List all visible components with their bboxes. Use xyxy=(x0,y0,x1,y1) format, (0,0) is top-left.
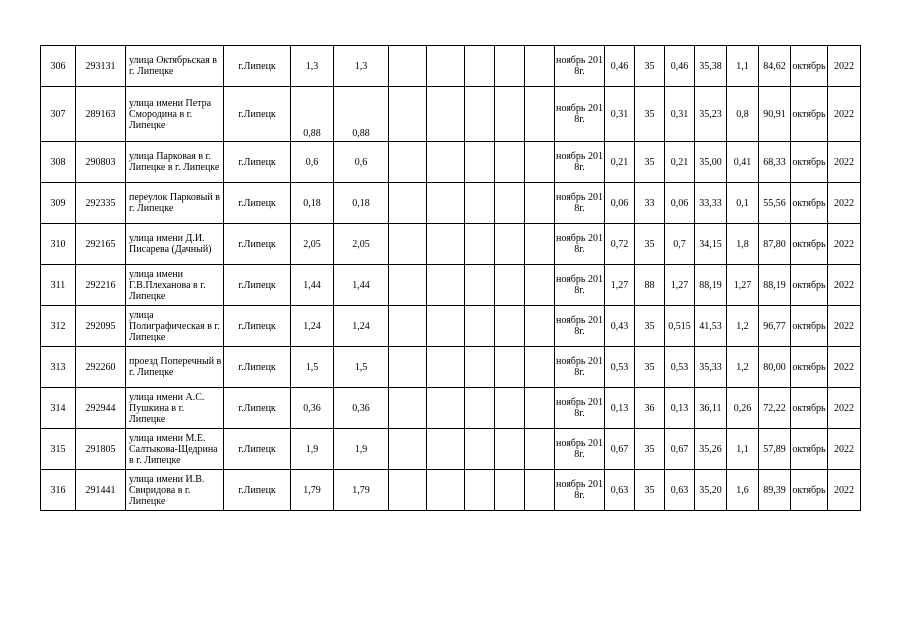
cell-len2: 1,44 xyxy=(334,265,389,306)
table-row xyxy=(41,347,861,388)
cell-year: 2022 xyxy=(828,46,861,87)
cell-city: г.Липецк xyxy=(224,347,291,388)
cell-f: 55,56 xyxy=(759,183,791,224)
cell-n: 315 xyxy=(41,429,76,470)
cell-street: улица Октябрьская в г. Липецке xyxy=(126,46,224,87)
cell-n: 311 xyxy=(41,265,76,306)
empty-cell xyxy=(389,46,427,87)
empty-cell xyxy=(495,347,525,388)
cell-year: 2022 xyxy=(828,224,861,265)
cell-year: 2022 xyxy=(828,306,861,347)
cell-b: 35 xyxy=(635,224,665,265)
empty-cell xyxy=(525,470,555,511)
empty-cell xyxy=(495,224,525,265)
cell-id: 289163 xyxy=(76,87,126,142)
cell-len2: 0,88 xyxy=(334,87,389,142)
cell-n: 309 xyxy=(41,183,76,224)
cell-a: 0,43 xyxy=(605,306,635,347)
cell-len2: 1,24 xyxy=(334,306,389,347)
cell-city: г.Липецк xyxy=(224,306,291,347)
cell-b: 35 xyxy=(635,470,665,511)
cell-f: 89,39 xyxy=(759,470,791,511)
cell-month: ноябрь 2018г. xyxy=(555,347,605,388)
cell-a: 0,31 xyxy=(605,87,635,142)
cell-year: 2022 xyxy=(828,429,861,470)
cell-street: переулок Парковый в г. Липецке xyxy=(126,183,224,224)
cell-len2: 1,3 xyxy=(334,46,389,87)
cell-d: 35,23 xyxy=(695,87,727,142)
cell-len2: 0,36 xyxy=(334,388,389,429)
cell-a: 0,06 xyxy=(605,183,635,224)
empty-cell xyxy=(427,183,465,224)
cell-f: 57,89 xyxy=(759,429,791,470)
cell-id: 290803 xyxy=(76,142,126,183)
cell-d: 35,26 xyxy=(695,429,727,470)
cell-len1: 0,18 xyxy=(291,183,334,224)
cell-city: г.Липецк xyxy=(224,388,291,429)
cell-end-month: октябрь xyxy=(791,87,828,142)
cell-city: г.Липецк xyxy=(224,142,291,183)
empty-cell xyxy=(389,306,427,347)
cell-city: г.Липецк xyxy=(224,224,291,265)
cell-year: 2022 xyxy=(828,470,861,511)
cell-city: г.Липецк xyxy=(224,265,291,306)
table-row xyxy=(41,306,861,347)
cell-b: 35 xyxy=(635,87,665,142)
cell-c: 1,27 xyxy=(665,265,695,306)
empty-cell xyxy=(525,142,555,183)
table-row xyxy=(41,142,861,183)
cell-len2: 1,79 xyxy=(334,470,389,511)
cell-a: 1,27 xyxy=(605,265,635,306)
table-row xyxy=(41,183,861,224)
cell-len1: 0,6 xyxy=(291,142,334,183)
cell-b: 35 xyxy=(635,142,665,183)
cell-n: 310 xyxy=(41,224,76,265)
cell-year: 2022 xyxy=(828,142,861,183)
cell-len1: 1,5 xyxy=(291,347,334,388)
cell-end-month: октябрь xyxy=(791,347,828,388)
empty-cell xyxy=(427,87,465,142)
cell-len1: 0,36 xyxy=(291,388,334,429)
empty-cell xyxy=(427,306,465,347)
empty-cell xyxy=(465,46,495,87)
cell-len1: 1,44 xyxy=(291,265,334,306)
empty-cell xyxy=(525,46,555,87)
empty-cell xyxy=(465,183,495,224)
cell-f: 96,77 xyxy=(759,306,791,347)
cell-d: 35,00 xyxy=(695,142,727,183)
empty-cell xyxy=(495,306,525,347)
cell-e: 1,1 xyxy=(727,46,759,87)
cell-e: 1,1 xyxy=(727,429,759,470)
cell-street: проезд Поперечный в г. Липецке xyxy=(126,347,224,388)
cell-city: г.Липецк xyxy=(224,46,291,87)
cell-c: 0,21 xyxy=(665,142,695,183)
cell-f: 68,33 xyxy=(759,142,791,183)
cell-b: 33 xyxy=(635,183,665,224)
empty-cell xyxy=(525,265,555,306)
cell-end-month: октябрь xyxy=(791,470,828,511)
empty-cell xyxy=(389,265,427,306)
cell-c: 0,06 xyxy=(665,183,695,224)
cell-n: 308 xyxy=(41,142,76,183)
empty-cell xyxy=(465,87,495,142)
cell-end-month: октябрь xyxy=(791,142,828,183)
cell-end-month: октябрь xyxy=(791,429,828,470)
cell-e: 0,8 xyxy=(727,87,759,142)
empty-cell xyxy=(465,306,495,347)
cell-d: 33,33 xyxy=(695,183,727,224)
cell-c: 0,13 xyxy=(665,388,695,429)
empty-cell xyxy=(525,347,555,388)
cell-n: 312 xyxy=(41,306,76,347)
cell-month: ноябрь 2018г. xyxy=(555,306,605,347)
cell-street: улица имени И.В. Свиридова в г. Липецке xyxy=(126,470,224,511)
empty-cell xyxy=(465,429,495,470)
empty-cell xyxy=(495,429,525,470)
cell-city: г.Липецк xyxy=(224,470,291,511)
empty-cell xyxy=(427,470,465,511)
cell-len1: 1,79 xyxy=(291,470,334,511)
cell-month: ноябрь 2018г. xyxy=(555,224,605,265)
empty-cell xyxy=(525,183,555,224)
cell-n: 306 xyxy=(41,46,76,87)
cell-len2: 1,9 xyxy=(334,429,389,470)
cell-month: ноябрь 2018г. xyxy=(555,265,605,306)
cell-f: 80,00 xyxy=(759,347,791,388)
cell-city: г.Липецк xyxy=(224,429,291,470)
cell-e: 0,1 xyxy=(727,183,759,224)
cell-month: ноябрь 2018г. xyxy=(555,429,605,470)
cell-end-month: октябрь xyxy=(791,224,828,265)
cell-b: 35 xyxy=(635,429,665,470)
cell-id: 292095 xyxy=(76,306,126,347)
cell-street: улица Парковая в г. Липецке в г. Липецке xyxy=(126,142,224,183)
empty-cell xyxy=(495,470,525,511)
cell-e: 0,26 xyxy=(727,388,759,429)
cell-end-month: октябрь xyxy=(791,265,828,306)
cell-year: 2022 xyxy=(828,87,861,142)
cell-id: 292216 xyxy=(76,265,126,306)
empty-cell xyxy=(389,347,427,388)
empty-cell xyxy=(465,142,495,183)
cell-d: 35,20 xyxy=(695,470,727,511)
cell-len1: 1,3 xyxy=(291,46,334,87)
cell-a: 0,53 xyxy=(605,347,635,388)
empty-cell xyxy=(465,224,495,265)
cell-n: 307 xyxy=(41,87,76,142)
cell-year: 2022 xyxy=(828,347,861,388)
cell-e: 1,27 xyxy=(727,265,759,306)
cell-b: 35 xyxy=(635,306,665,347)
empty-cell xyxy=(389,183,427,224)
cell-len2: 0,18 xyxy=(334,183,389,224)
cell-f: 90,91 xyxy=(759,87,791,142)
empty-cell xyxy=(495,46,525,87)
cell-len2: 1,5 xyxy=(334,347,389,388)
empty-cell xyxy=(495,87,525,142)
empty-cell xyxy=(525,87,555,142)
cell-f: 72,22 xyxy=(759,388,791,429)
cell-n: 314 xyxy=(41,388,76,429)
cell-len1: 2,05 xyxy=(291,224,334,265)
empty-cell xyxy=(427,265,465,306)
empty-cell xyxy=(465,470,495,511)
cell-end-month: октябрь xyxy=(791,183,828,224)
cell-street: улица имени Д.И. Писарева (Дачный) xyxy=(126,224,224,265)
cell-year: 2022 xyxy=(828,265,861,306)
cell-a: 0,67 xyxy=(605,429,635,470)
cell-end-month: октябрь xyxy=(791,388,828,429)
empty-cell xyxy=(525,224,555,265)
table-row xyxy=(41,224,861,265)
empty-cell xyxy=(427,142,465,183)
cell-end-month: октябрь xyxy=(791,46,828,87)
table-row xyxy=(41,87,861,142)
empty-cell xyxy=(389,429,427,470)
empty-cell xyxy=(465,347,495,388)
cell-n: 316 xyxy=(41,470,76,511)
empty-cell xyxy=(465,388,495,429)
cell-end-month: октябрь xyxy=(791,306,828,347)
empty-cell xyxy=(495,183,525,224)
cell-id: 292335 xyxy=(76,183,126,224)
cell-month: ноябрь 2018г. xyxy=(555,388,605,429)
cell-len1: 1,9 xyxy=(291,429,334,470)
empty-cell xyxy=(465,265,495,306)
cell-e: 1,8 xyxy=(727,224,759,265)
cell-len2: 0,6 xyxy=(334,142,389,183)
empty-cell xyxy=(389,470,427,511)
empty-cell xyxy=(427,347,465,388)
empty-cell xyxy=(427,429,465,470)
cell-b: 35 xyxy=(635,46,665,87)
cell-c: 0,31 xyxy=(665,87,695,142)
table-row xyxy=(41,265,861,306)
cell-year: 2022 xyxy=(828,183,861,224)
empty-cell xyxy=(427,224,465,265)
cell-c: 0,515 xyxy=(665,306,695,347)
cell-n: 313 xyxy=(41,347,76,388)
table-row xyxy=(41,46,861,87)
cell-month: ноябрь 2018г. xyxy=(555,470,605,511)
table-row xyxy=(41,470,861,511)
cell-street: улица имени А.С. Пушкина в г. Липецке xyxy=(126,388,224,429)
cell-b: 88 xyxy=(635,265,665,306)
cell-len1: 0,88 xyxy=(291,87,334,142)
cell-month: ноябрь 2018г. xyxy=(555,87,605,142)
cell-city: г.Липецк xyxy=(224,183,291,224)
cell-d: 88,19 xyxy=(695,265,727,306)
cell-d: 36,11 xyxy=(695,388,727,429)
empty-cell xyxy=(495,265,525,306)
cell-a: 0,72 xyxy=(605,224,635,265)
empty-cell xyxy=(525,388,555,429)
cell-d: 34,15 xyxy=(695,224,727,265)
cell-street: улица имени Петра Смородина в г. Липецке xyxy=(126,87,224,142)
empty-cell xyxy=(389,87,427,142)
cell-len2: 2,05 xyxy=(334,224,389,265)
cell-d: 35,33 xyxy=(695,347,727,388)
cell-e: 1,2 xyxy=(727,306,759,347)
cell-f: 84,62 xyxy=(759,46,791,87)
cell-id: 292260 xyxy=(76,347,126,388)
cell-id: 292165 xyxy=(76,224,126,265)
table-row xyxy=(41,429,861,470)
cell-a: 0,21 xyxy=(605,142,635,183)
cell-c: 0,46 xyxy=(665,46,695,87)
cell-b: 35 xyxy=(635,347,665,388)
empty-cell xyxy=(525,306,555,347)
cell-month: ноябрь 2018г. xyxy=(555,142,605,183)
cell-year: 2022 xyxy=(828,388,861,429)
cell-street: улица имени М.Е. Салтыкова-Щедрина в г. Липецке xyxy=(126,429,224,470)
cell-month: ноябрь 2018г. xyxy=(555,46,605,87)
empty-cell xyxy=(389,224,427,265)
cell-c: 0,67 xyxy=(665,429,695,470)
cell-len1: 1,24 xyxy=(291,306,334,347)
cell-city: г.Липецк xyxy=(224,87,291,142)
cell-id: 292944 xyxy=(76,388,126,429)
empty-cell xyxy=(495,142,525,183)
cell-c: 0,53 xyxy=(665,347,695,388)
cell-a: 0,63 xyxy=(605,470,635,511)
cell-c: 0,7 xyxy=(665,224,695,265)
cell-id: 291805 xyxy=(76,429,126,470)
cell-d: 41,53 xyxy=(695,306,727,347)
cell-month: ноябрь 2018г. xyxy=(555,183,605,224)
empty-cell xyxy=(389,142,427,183)
cell-id: 291441 xyxy=(76,470,126,511)
empty-cell xyxy=(427,388,465,429)
table-row xyxy=(41,388,861,429)
cell-street: улица Полиграфическая в г. Липецке xyxy=(126,306,224,347)
cell-id: 293131 xyxy=(76,46,126,87)
cell-street: улица имени Г.В.Плеханова в г. Липецке xyxy=(126,265,224,306)
cell-a: 0,13 xyxy=(605,388,635,429)
cell-f: 87,80 xyxy=(759,224,791,265)
empty-cell xyxy=(389,388,427,429)
cell-e: 1,2 xyxy=(727,347,759,388)
cell-a: 0,46 xyxy=(605,46,635,87)
cell-e: 1,6 xyxy=(727,470,759,511)
cell-e: 0,41 xyxy=(727,142,759,183)
cell-d: 35,38 xyxy=(695,46,727,87)
empty-cell xyxy=(525,429,555,470)
empty-cell xyxy=(495,388,525,429)
cell-f: 88,19 xyxy=(759,265,791,306)
cell-b: 36 xyxy=(635,388,665,429)
cell-c: 0,63 xyxy=(665,470,695,511)
empty-cell xyxy=(427,46,465,87)
roads-table xyxy=(40,45,861,511)
